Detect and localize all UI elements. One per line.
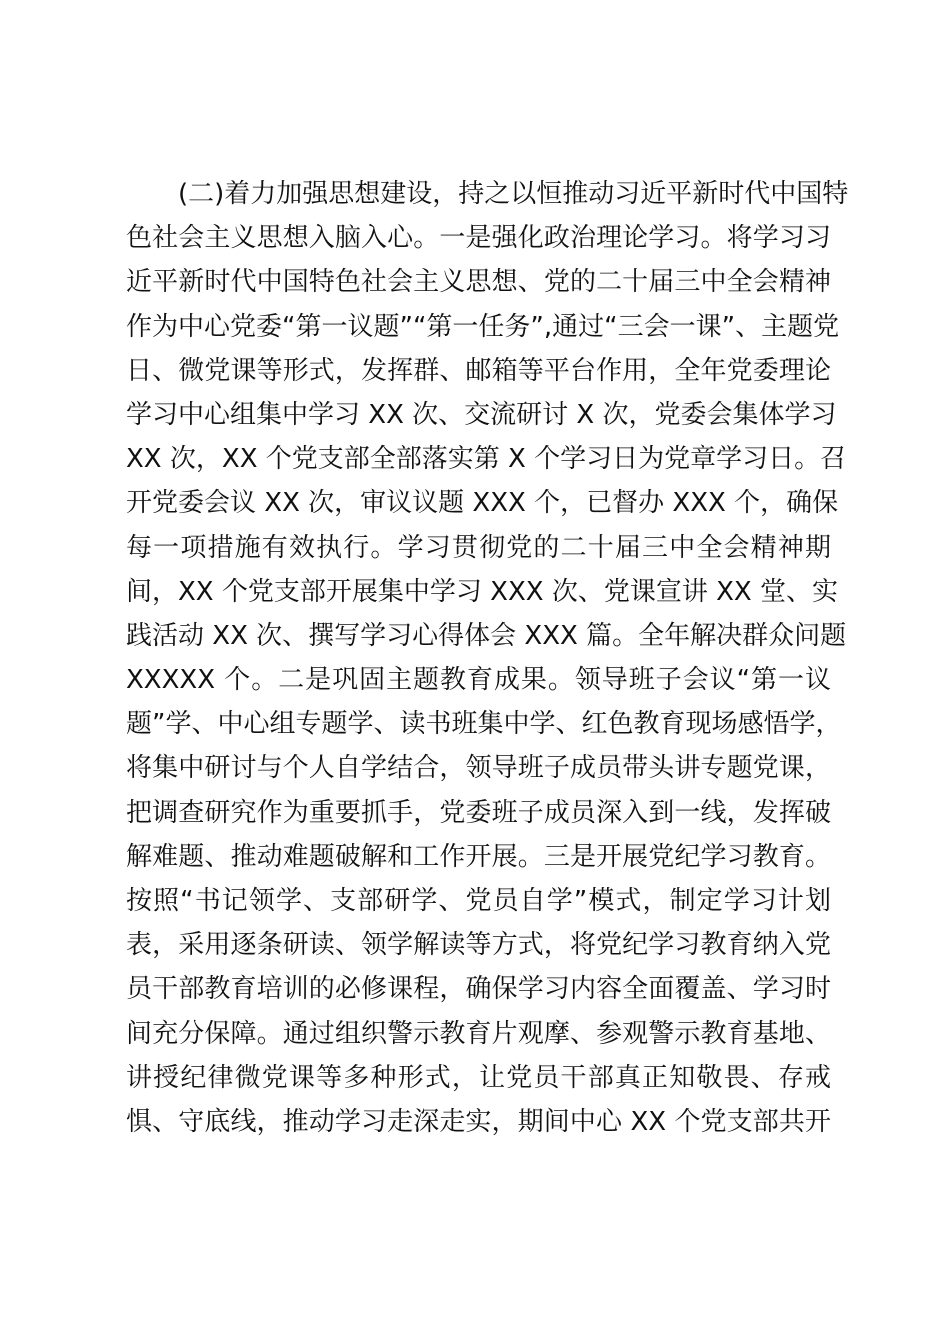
paragraph-line-13: 题”学、中心组专题学、读书班集中学、红色教育现场感悟学，: [126, 709, 842, 740]
paragraph-line-18: 表，采用逐条研读、领学解读等方式，将党纪学习教育纳入党: [126, 930, 831, 961]
paragraph-line-2: 色社会主义思想入脑入心。一是强化政治理论学习。将学习习: [126, 223, 831, 254]
paragraph-line-22: 惧、守底线，推动学习走深走实，期间中心 XX 个党支部共开: [126, 1106, 831, 1137]
paragraph-line-3: 近平新时代中国特色社会主义思想、党的二十届三中全会精神: [126, 267, 831, 298]
paragraph-line-9: 每一项措施有效执行。学习贯彻党的二十届三中全会精神期: [126, 532, 831, 563]
paragraph-line-4: 作为中心党委“第一议题”“第一任务”,通过“三会一课”、主题党: [126, 311, 840, 342]
paragraph-line-7: XX 次，XX 个党支部全部落实第 X 个学习日为党章学习日。召: [126, 444, 847, 475]
paragraph-line-11: 践活动 XX 次、撰写学习心得体会 XXX 篇。全年解决群众问题: [126, 620, 847, 651]
body-paragraph: [126, 172, 849, 1144]
paragraph-line-14: 将集中研讨与个人自学结合，领导班子成员带头讲专题党课，: [126, 753, 831, 784]
paragraph-line-6: 学习中心组集中学习 XX 次、交流研讨 X 次，党委会集体学习: [126, 399, 837, 430]
paragraph-line-12: XXXXX 个。二是巩固主题教育成果。领导班子会议“第一议: [126, 665, 831, 696]
paragraph-line-15: 把调查研究作为重要抓手，党委班子成员深入到一线，发挥破: [126, 797, 831, 828]
paragraph-line-8: 开党委会议 XX 次，审议议题 XXX 个，已督办 XXX 个，确保: [126, 488, 839, 519]
paragraph-line-21: 讲授纪律微党课等多种形式，让党员干部真正知敬畏、存戒: [126, 1062, 831, 1093]
paragraph-line-5: 日、微党课等形式，发挥群、邮箱等平台作用，全年党委理论: [126, 355, 831, 386]
paragraph-line-17: 按照“书记领学、支部研学、党员自学”模式，制定学习计划: [126, 886, 831, 916]
paragraph-line-10: 间，XX 个党支部开展集中学习 XXX 次、党课宣讲 XX 堂、实: [126, 576, 839, 607]
paragraph-line-1: (二)着力加强思想建设，持之以恒推动习近平新时代中国特: [178, 179, 849, 209]
paragraph-line-19: 员干部教育培训的必修课程，确保学习内容全面覆盖、学习时: [126, 974, 831, 1005]
paragraph-line-16: 解难题、推动难题破解和工作开展。三是开展党纪学习教育。: [126, 841, 831, 872]
paragraph-line-20: 间充分保障。通过组织警示教育片观摩、参观警示教育基地、: [126, 1018, 831, 1049]
